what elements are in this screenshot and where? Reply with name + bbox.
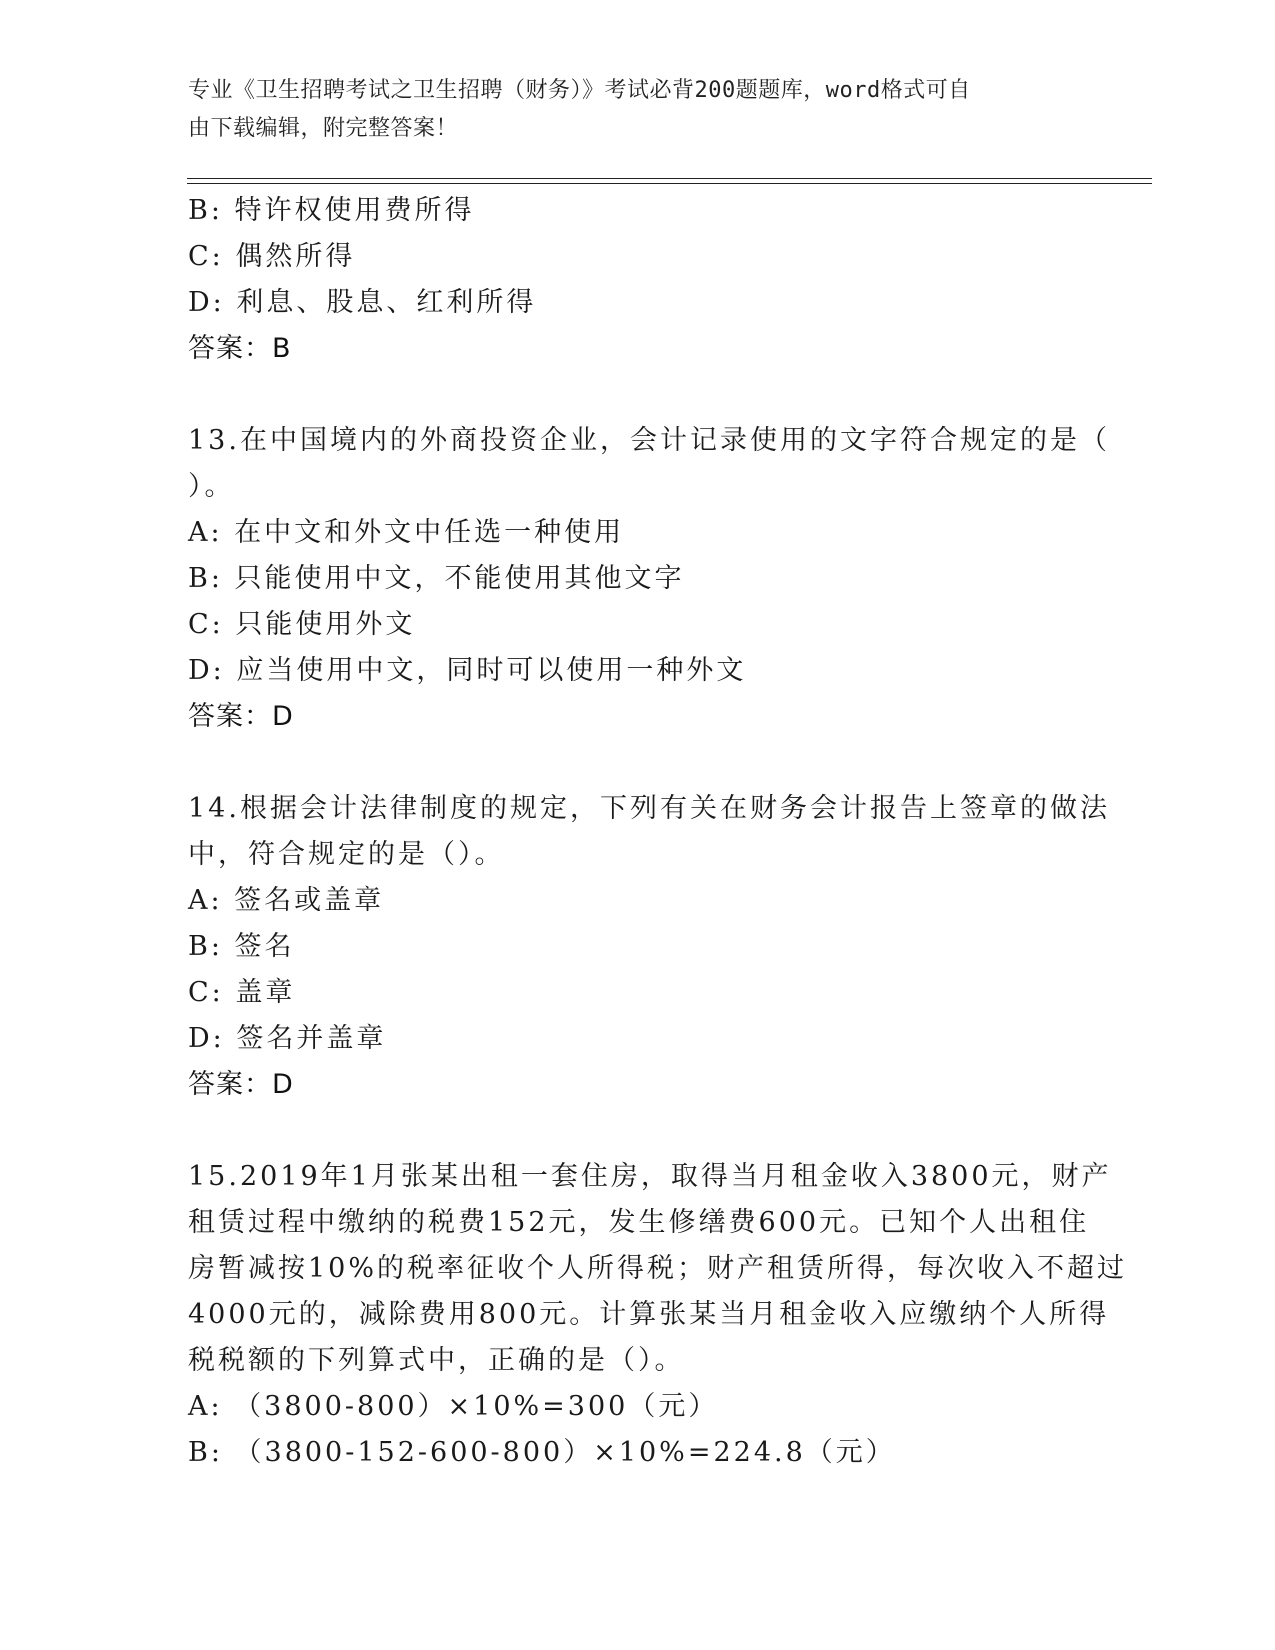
option-b: B: 签名: [188, 931, 295, 962]
stem-line: 税税额的下列算式中，正确的是（）。: [188, 1345, 685, 1376]
option-c: C: 只能使用外文: [188, 609, 416, 640]
stem-line: 4000元的，减除费用800元。计算张某当月租金收入应缴纳个人所得: [188, 1299, 1110, 1330]
question-14: [188, 786, 1110, 1108]
stem-line: 中，符合规定的是（）。: [188, 839, 505, 870]
option-a: A: 在中文和外文中任选一种使用: [188, 517, 625, 548]
stem-line: 房暂减按10%的税率征收个人所得税；财产租赁所得，每次收入不超过: [188, 1253, 1128, 1284]
answer-line: 答案：D: [188, 701, 294, 732]
stem-line: ）。: [188, 471, 235, 502]
stem-line: 14.根据会计法律制度的规定，下列有关在财务会计报告上签章的做法: [188, 793, 1110, 824]
option-d: D: 利息、股息、红利所得: [188, 287, 537, 318]
spacer: [188, 1108, 1088, 1154]
question-stem: [188, 418, 1110, 510]
question-stem: [188, 1154, 1128, 1384]
question-12-tail: [188, 188, 1088, 372]
answer-line: 答案：D: [188, 1069, 294, 1100]
stem-line: 租赁过程中缴纳的税费152元，发生修缮费600元。已知个人出租住: [188, 1207, 1090, 1238]
question-list: [188, 188, 1128, 1476]
header-divider-top: [187, 178, 1152, 179]
spacer: [188, 740, 1088, 786]
header-line-2: 由下载编辑，附完整答案！: [188, 116, 459, 141]
answer-line: 答案：B: [188, 333, 292, 364]
option-b: B: 特许权使用费所得: [188, 195, 475, 226]
spacer: [188, 372, 1088, 418]
option-b: B: 只能使用中文，不能使用其他文字: [188, 563, 685, 594]
question-13: [188, 418, 1110, 740]
question-15: [188, 1154, 1128, 1476]
stem-line: 13.在中国境内的外商投资企业，会计记录使用的文字符合规定的是（: [188, 425, 1110, 456]
header-line-1: 专业《卫生招聘考试之卫生招聘（财务）》考试必背200题题库，word格式可自: [188, 78, 971, 103]
header-divider-bottom: [187, 183, 1152, 184]
option-a: A: 签名或盖章: [188, 885, 385, 916]
option-c: C: 盖章: [188, 977, 296, 1008]
option-a: A: （3800-800）×10%=300（元）: [188, 1391, 719, 1422]
option-d: D: 应当使用中文，同时可以使用一种外文: [188, 655, 747, 686]
option-d: D: 签名并盖章: [188, 1023, 387, 1054]
option-b: B: （3800-152-600-800）×10%=224.8（元）: [188, 1437, 896, 1468]
option-c: C: 偶然所得: [188, 241, 356, 272]
stem-line: 15.2019年1月张某出租一套住房，取得当月租金收入3800元，财产: [188, 1161, 1112, 1192]
document-header: [188, 72, 1068, 148]
question-stem: [188, 786, 1110, 878]
